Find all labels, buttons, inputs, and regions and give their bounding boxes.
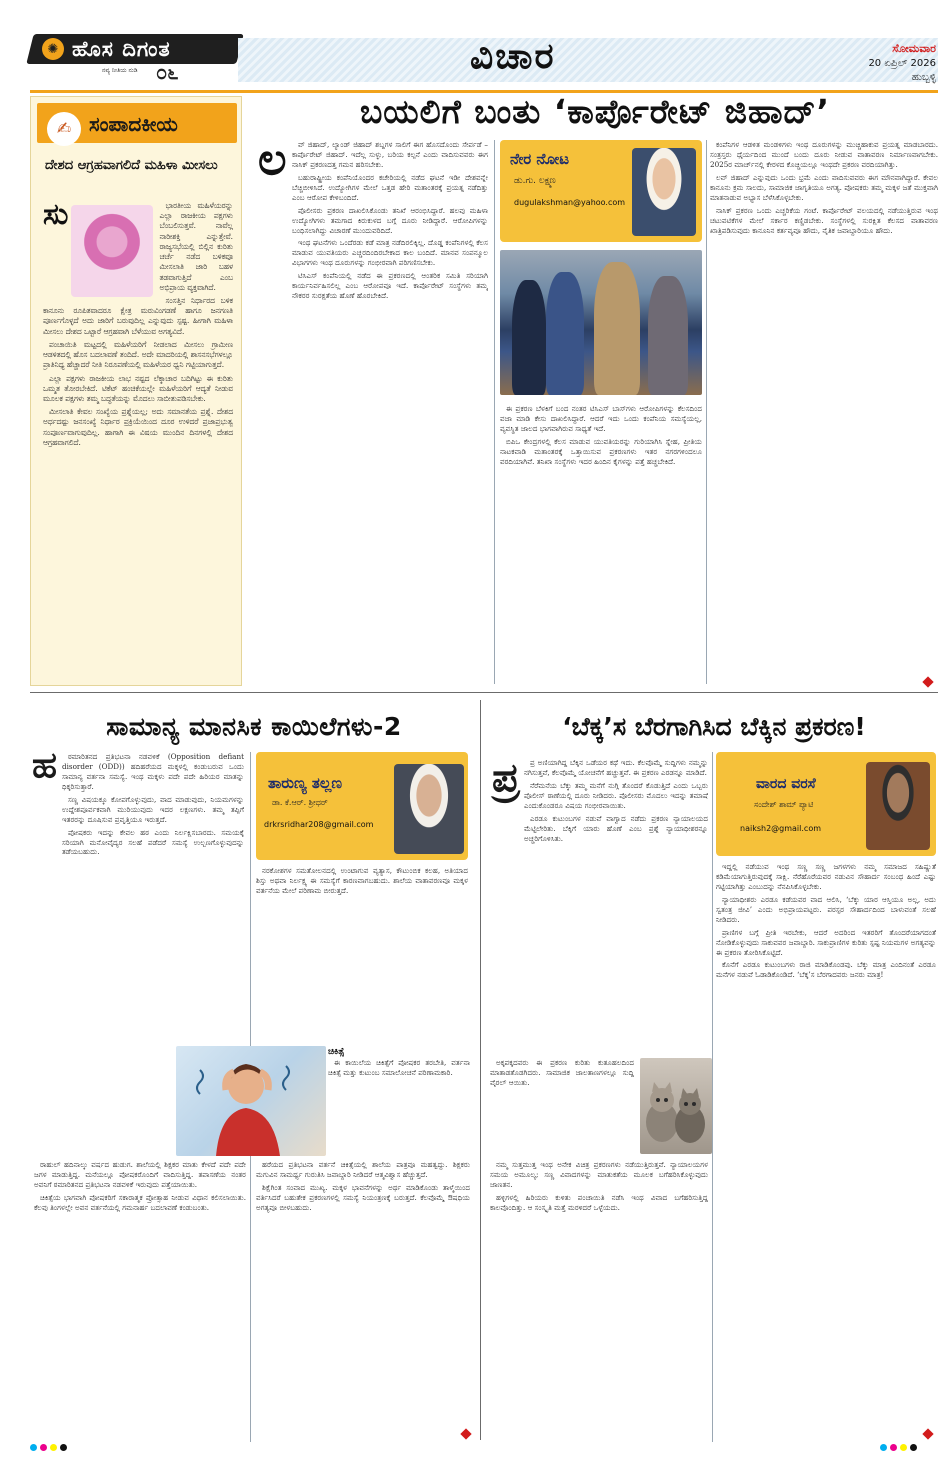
yellow-dot (50, 1444, 57, 1451)
article-3-paragraph: ನಮ್ಮ ಸುತ್ತಮುತ್ತ ಇಂಥ ಅನೇಕ ವಿಚಿತ್ರ ಪ್ರಕರಣಗಳು ನಡೆಯುತ್ತಿರುತ್ತವೆ. ನ್ಯಾಯಾಲಯಗಳ ಸಮಯ ಅಮೂಲ್ಯ; ಸಣ್ಣ ವಿವಾದಗಳನ್ನು ಮಾತುಕತೆಯ ಮೂಲಕ ಬಗೆಹರಿಸಿಕೊಳ್ಳುವುದು ಜಾಣತನ. (490, 1160, 708, 1189)
article-3-byline-card (716, 752, 936, 856)
photo-figure (512, 280, 546, 395)
article-2-paragraph: ಚಿಕಿತ್ಸೆಯ ಭಾಗವಾಗಿ ಪೋಷಕರಿಗೆ ಸಕಾರಾತ್ಮಕ ಪ್ರೋತ್ಸಾಹ ನೀಡುವ ವಿಧಾನ ಕಲಿಸಲಾಯಿತು. ಕೆಲವು ತಿಂಗಳಲ್ಲೇ ಅವನ ವರ್ತನೆಯಲ್ಲಿ ಗಮನಾರ್ಹ ಬದಲಾವಣೆ ಕಂಡುಬಂತು. (34, 1192, 246, 1212)
article-1-paragraph: ಪೊಲೀಸರು ಪ್ರಕರಣ ದಾಖಲಿಸಿಕೊಂಡು ತನಿಖೆ ಆರಂಭಿಸಿದ್ದಾರೆ. ಹಲವು ಮಹಿಳಾ ಉದ್ಯೋಗಿಗಳು ತಮಗಾದ ಕಿರುಕುಳದ ಬಗ್ಗೆ ದೂರು ನೀಡಿದ್ದಾರೆ. ಆರೋಪಿಗಳನ್ನು ಬಂಧಿಸಲಾಗಿದ್ದು ವಿಚಾರಣೆ ಮುಂದುವರಿದಿದೆ. (292, 205, 488, 235)
treatment-note-text: ಈ ಕಾಯಿಲೆಯ ಚಿಕಿತ್ಸೆಗೆ ಪೋಷಕರ ತರಬೇತಿ, ವರ್ತನಾ ಚಿಕಿತ್ಸೆ ಮತ್ತು ಕುಟುಂಬ ಸಮಾಲೋಚನೆ ಪರಿಣಾಮಕಾರಿ. (328, 1058, 470, 1078)
article-1-paragraph: ಟಿಸಿಎಸ್ ಕಂಪೆನಿಯಲ್ಲಿ ನಡೆದ ಈ ಪ್ರಕರಣದಲ್ಲಿ ಆಂತರಿಕ ಸಮಿತಿ ಸರಿಯಾಗಿ ಕಾರ್ಯನಿರ್ವಹಿಸಲಿಲ್ಲ ಎಂಬ ಆರೋಪವೂ ಇದೆ. ಕಾರ್ಪೊರೇಟ್ ಸಂಸ್ಥೆಗಳು ತಮ್ಮ ನೌಕರರ ಸುರಕ್ಷತೆಯ ಹೊಣೆ ಹೊರಬೇಕಿದೆ. (292, 271, 488, 301)
yellow-dot (900, 1444, 907, 1451)
article-2-lower-column-2 (256, 1160, 470, 1450)
cyan-dot (30, 1444, 37, 1451)
page-divider (480, 700, 481, 1440)
logo-emblem-icon: ✺ (42, 38, 64, 60)
stressed-teen-illustration (176, 1046, 326, 1156)
editorial-paragraph: ಮೀಸಲಾತಿ ಕೇವಲ ಸಂಖ್ಯೆಯ ಪ್ರಶ್ನೆಯಲ್ಲ; ಅದು ಸಮಾನತೆಯ ಪ್ರಶ್ನೆ. ದೇಶದ ಅರ್ಧದಷ್ಟು ಜನಸಂಖ್ಯೆ ನಿರ್ಧಾರ ಪ್ರಕ್ರಿಯೆಯಿಂದ ದೂರ ಉಳಿದರೆ ಪ್ರಜಾಪ್ರಭುತ್ವ ಸಂಪೂರ್ಣವಾಗುವುದಿಲ್ಲ. ಹಾಗಾಗಿ ಈ ವಿಷಯ ಮುಂದಿನ ದಿನಗಳಲ್ಲಿ ದೇಶದ ಆಗ್ರಹವಾಗಲಿದೆ. (43, 407, 233, 447)
article-3-lower-column (490, 1160, 708, 1442)
author-name: ಸಂದೇಶ್ ಶಾಮ್ ಪ್ಯಾಟಿ (754, 800, 814, 809)
article-2-byline-card (256, 752, 468, 860)
article-2-paragraph: ಠಮಾರಿತನದ ಪ್ರತಿಭಟನಾ ನಡವಳಿಕೆ (Opposition defiant disorder (ODD)) ಹದಿಹರೆಯದ ಮಕ್ಕಳಲ್ಲಿ ಕಂಡುಬರುವ ಒಂದು ಸಾಮಾನ್ಯ ವರ್ತನಾ ಸಮಸ್ಯೆ. ಇಂಥ ಮಕ್ಕಳು ಪದೇ ಪದೇ ಹಿರಿಯರ ಮಾತನ್ನು ಧಿಕ್ಕರಿಸುತ್ತಾರೆ. (62, 752, 244, 791)
article-2-dropcap: ಹ (32, 745, 57, 786)
article-3-paragraph: ಎರಡೂ ಕುಟುಂಬಗಳ ನಡುವೆ ವಾಗ್ವಾದ ನಡೆದು ಪ್ರಕರಣ ನ್ಯಾಯಾಲಯದ ಮೆಟ್ಟಿಲೇರಿತು. ಬೆಕ್ಕಿಗೆ ಯಾರು ಹೊಣೆ ಎಂಬ ಪ್ರಶ್ನೆ ನ್ಯಾಯಾಧೀಶರನ್ನೂ ಅಚ್ಚರಿಗೊಳಿಸಿತು. (524, 813, 708, 843)
dateline (808, 42, 936, 83)
author-name: ಡಾ. ಕೆ.ಆರ್. ಶ್ರೀಧರ್ (272, 798, 328, 807)
article-1-dropcap: ಲ (258, 134, 287, 185)
photo-figure (546, 272, 584, 395)
article-1-paragraph: ಈ ಪ್ರಕರಣ ಬೆಳಕಿಗೆ ಬಂದ ನಂತರ ಟಿಸಿಎಸ್ ಬಾಸ್‌ಗಳು ಆರೋಪಿಗಳನ್ನು ಕೆಲಸದಿಂದ ವಜಾ ಮಾಡಿ ಕೇಸು ದಾಖಲಿಸಿದ್ದಾರೆ. ಆದರೆ ಇದು ಒಂದು ಕಂಪೆನಿಯ ಸಮಸ್ಯೆಯಲ್ಲ, ವ್ಯವಸ್ಥಿತ ಜಾಲದ ಭಾಗವಾಗಿರುವ ಸಾಧ್ಯತೆ ಇದೆ. (500, 404, 702, 433)
article-2-paragraph: ಸಣ್ಣ ವಿಷಯಕ್ಕೂ ಕೋಪಗೊಳ್ಳುವುದು, ವಾದ ಮಾಡುವುದು, ನಿಯಮಗಳನ್ನು ಉದ್ದೇಶಪೂರ್ವಕವಾಗಿ ಮುರಿಯುವುದು ಇದರ ಲಕ್ಷಣಗಳು. ತಮ್ಮ ತಪ್ಪಿಗೆ ಇತರರನ್ನು ದೂಷಿಸುವ ಪ್ರವೃತ್ತಿಯೂ ಇರುತ್ತದೆ. (62, 794, 244, 824)
article-3-paragraph: ಇದ್ದಲ್ಲಿ ನಡೆಯುವ ಇಂಥ ಸಣ್ಣ ಸಣ್ಣ ಜಗಳಗಳು ನಮ್ಮ ಸಮಾಜದ ಸಹಿಷ್ಣುತೆ ಕಡಿಮೆಯಾಗುತ್ತಿರುವುದಕ್ಕೆ ಸಾಕ್ಷಿ. ನೆರೆಹೊರೆಯವರ ನಡುವಿನ ಸೌಹಾರ್ದ ಸಂಬಂಧ ಹಿಂದೆ ಎಷ್ಟು ಗಟ್ಟಿಯಾಗಿತ್ತು ಎಂಬುದನ್ನು ನೆನಪಿಸಿಕೊಳ್ಳಬೇಕು. (716, 862, 936, 891)
editorial-emblem-icon: ✍ (47, 112, 81, 146)
magenta-dot (890, 1444, 897, 1451)
woman-silhouette-illustration (71, 205, 153, 297)
editorial-dropcap: ಸು (43, 201, 69, 232)
black-dot (60, 1444, 67, 1451)
article-3-column-1b (490, 1058, 634, 1158)
kittens-photo (640, 1058, 712, 1154)
article-1-paragraph: ಲವ್ ಜಿಹಾದ್ ಎನ್ನುವುದು ಒಂದು ಭ್ರಮೆ ಎಂದು ವಾದಿಸುವವರು ಈಗ ಮೌನವಾಗಿದ್ದಾರೆ. ಕೇವಲ ಕಾನೂನು ಕ್ರಮ ಸಾಲದು, ಸಾಮಾಜಿಕ ಜಾಗೃತಿಯೂ ಅಗತ್ಯ. ಪೋಷಕರು ತಮ್ಮ ಮಕ್ಕಳ ಜತೆ ಮುಕ್ತವಾಗಿ ಮಾತನಾಡುವ ಅಭ್ಯಾಸ ಬೆಳೆಸಿಕೊಳ್ಳಬೇಕು. (710, 172, 938, 202)
kittens-icon (640, 1058, 712, 1154)
article-1-column-2 (500, 404, 702, 684)
editorial-paragraph: ಭಾರತೀಯ ಮಹಿಳೆಯರನ್ನು ಎಲ್ಲಾ ರಾಜಕೀಯ ಪಕ್ಷಗಳು ಬೆಂಬಲಿಸುತ್ತವೆ. ನಾವೆಲ್ಲ ನಾರೀಶಕ್ತಿ ಎನ್ನುತ್ತೇವೆ. ರಾಜ್ಯಸಭೆಯಲ್ಲಿ ಬಿಲ್ಲಿನ ಕುರಿತು ಚರ್ಚೆ ನಡೆದ ಬಳಿಕವೂ ಮೀಸಲಾತಿ ಜಾರಿ ಬಹಳ ತಡವಾಗುತ್ತಿದೆ ಎಂಬ ಅಭಿಪ್ರಾಯ ವ್ಯಕ್ತವಾಗಿದೆ. (159, 201, 233, 292)
logo-text: ಹೊಸ ದಿಗಂತ (72, 37, 171, 61)
cyan-dot (880, 1444, 887, 1451)
arrest-news-photo (500, 250, 702, 395)
page-number: ೦೬ (156, 60, 179, 84)
author-email[interactable]: drkrsridhar208@gmail.com (264, 820, 374, 829)
article-1-paragraph: ಬಿಪಿಒ ಕೇಂದ್ರಗಳಲ್ಲಿ ಕೆಲಸ ಮಾಡುವ ಯುವತಿಯರನ್ನು ಗುರಿಯಾಗಿಸಿ ಸ್ನೇಹ, ಪ್ರೀತಿಯ ನಾಟಕವಾಡಿ ಮತಾಂತರಕ್ಕೆ ಒತ್ತಾಯಿಸುವ ಪ್ರಕರಣಗಳು ಇತರ ನಗರಗಳಿಂದಲೂ ವರದಿಯಾಗಿವೆ. ತನಿಖಾ ಸಂಸ್ಥೆಗಳು ಇದರ ಹಿಂದಿನ ಕೈಗಳನ್ನು ಪತ್ತೆ ಹಚ್ಚಬೇಕಿದೆ. (500, 436, 702, 466)
article-2-headline[interactable]: ಸಾಮಾನ್ಯ ಮಾನಸಿಕ ಕಾಯಿಲೆಗಳು-2 (106, 712, 402, 741)
article-3-column-2 (716, 862, 936, 1442)
article-1-paragraph: ಬಹುರಾಷ್ಟ್ರೀಯ ಕಂಪೆನಿಯೊಂದರ ಕಚೇರಿಯಲ್ಲಿ ನಡೆದ ಘಟನೆ ಇಡೀ ದೇಶವನ್ನೇ ಬೆಚ್ಚಿಬೀಳಿಸಿದೆ. ಉದ್ಯೋಗಿಗಳ ಮೇಲೆ ಒತ್ತಡ ಹೇರಿ ಮತಾಂತರಕ್ಕೆ ಪ್ರಯತ್ನ ನಡೆದಿತ್ತು ಎಂಬ ಆರೋಪ ಕೇಳಿಬಂದಿದೆ. (292, 172, 488, 202)
edition-city: ಹುಬ್ಬಳ್ಳಿ (911, 72, 936, 83)
article-1-byline-card (500, 140, 702, 242)
newspaper-logo[interactable] (30, 30, 240, 88)
treatment-note-heading: ಚಿಕಿತ್ಸೆ (328, 1047, 345, 1057)
column-rule (494, 140, 495, 684)
article-3-paragraph: ಪ್ರ ಅಣಿಯಾಗಿದ್ದ ಬೆಕ್ಕಿನ ಒಡೆಯರ ಕಥೆ ಇದು. ಕೆಲವೊಮ್ಮೆ ಸುದ್ದಿಗಳು ನಮ್ಮನ್ನು ನಗಿಸುತ್ತವೆ, ಕೆಲವೊಮ್ಮೆ ಯೋಚನೆಗೆ ಹಚ್ಚುತ್ತವೆ. ಈ ಪ್ರಕರಣ ಎರಡನ್ನೂ ಮಾಡಿದೆ. (524, 758, 708, 777)
article-3-paragraph: ಕೊನೆಗೆ ಎರಡೂ ಕುಟುಂಬಗಳು ರಾಜಿ ಮಾಡಿಕೊಂಡವು. ಬೆಕ್ಕು ಮಾತ್ರ ಎಂದಿನಂತೆ ಎರಡೂ ಮನೆಗಳ ನಡುವೆ ಓಡಾಡಿಕೊಂಡಿದೆ. ‘ಬೆಕ್ಕ’ಸ ಬೆರಗಾದವರು ಜನರು ಮಾತ್ರ! (716, 960, 936, 980)
article-1-paragraph: ಕಂಪೆನಿಗಳ ಆಡಳಿತ ಮಂಡಳಿಗಳು ಇಂಥ ದೂರುಗಳನ್ನು ಮುಚ್ಚಿಹಾಕುವ ಪ್ರಯತ್ನ ಮಾಡಬಾರದು. ಸಂತ್ರಸ್ತರು ಧೈರ್ಯದಿಂದ ಮುಂದೆ ಬಂದು ದೂರು ನೀಡುವ ವಾತಾವರಣ ನಿರ್ಮಾಣವಾಗಬೇಕು. 2025ರ ಮಾರ್ಚ್‌ನಲ್ಲಿ ಕೇರಳದ ಕೊಚ್ಚಿಯಲ್ಲೂ ಇಂಥದೇ ಪ್ರಕರಣ ವರದಿಯಾಗಿತ್ತು. (710, 140, 938, 169)
logo-tagline: ನವ್ಯ ನೀತಿಯ ನುಡಿ (102, 67, 138, 74)
author-photo (866, 762, 930, 850)
masthead (0, 0, 945, 92)
column-label: ತಾರುಣ್ಯ ತಲ್ಲಣ (268, 774, 342, 792)
article-1-paragraph: ಇಂಥ ಘಟನೆಗಳು ಒಂದೆರಡು ಕಡೆ ಮಾತ್ರ ನಡೆದಿರಲಿಕ್ಕಿಲ್ಲ. ದೊಡ್ಡ ಕಂಪೆನಿಗಳಲ್ಲಿ ಕೆಲಸ ಮಾಡುವ ಯುವತಿಯರು ಎಚ್ಚರದಿಂದಿರಬೇಕಾದ ಕಾಲ ಬಂದಿದೆ. ಮಾನವ ಸಂಪನ್ಮೂಲ ವಿಭಾಗಗಳು ಇಂಥ ದೂರುಗಳನ್ನು ಗಂಭೀರವಾಗಿ ಪರಿಗಣಿಸಬೇಕು. (292, 238, 488, 268)
print-registration-marks (880, 1444, 917, 1451)
article-1-column-1 (292, 140, 488, 684)
article-3-paragraph: ನ್ಯಾಯಾಧೀಶರು ಎರಡೂ ಕಡೆಯವರ ವಾದ ಆಲಿಸಿ, ‘ಬೆಕ್ಕು ಯಾರ ಆಸ್ತಿಯೂ ಅಲ್ಲ, ಅದು ಸ್ವತಂತ್ರ ಜೀವಿ’ ಎಂದು ಅಭಿಪ್ರಾಯಪಟ್ಟರು. ಪರಸ್ಪರ ಸೌಹಾರ್ದದಿಂದ ಬಾಳುವಂತೆ ಸಲಹೆ ನೀಡಿದರು. (716, 894, 936, 924)
photo-figure (594, 262, 640, 395)
article-1-paragraph: ನಾಸಿಕ್ ಪ್ರಕರಣ ಒಂದು ಎಚ್ಚರಿಕೆಯ ಗಂಟೆ. ಕಾರ್ಪೊರೇಟ್ ವಲಯದಲ್ಲಿ ನಡೆಯುತ್ತಿರುವ ಇಂಥ ಚಟುವಟಿಕೆಗಳ ಮೇಲೆ ಸರ್ಕಾರ ಕಣ್ಣಿಡಬೇಕು. ಸಂಸ್ಥೆಗಳಲ್ಲಿ ಸುರಕ್ಷಿತ ಕೆಲಸದ ವಾತಾವರಣ ಖಾತ್ರಿಪಡಿಸುವುದು ಕಾನೂನಿನ ಕರ್ತವ್ಯವೂ ಹೌದು, ನೈತಿಕ ಜವಾಬ್ದಾರಿಯೂ ಹೌದು. (710, 205, 938, 235)
editorial-body (43, 201, 233, 673)
article-3-paragraph: ಹಳ್ಳಿಗಳಲ್ಲಿ ಹಿರಿಯರು ಕುಳಿತು ಪಂಚಾಯಿತಿ ನಡೆಸಿ ಇಂಥ ವಿವಾದ ಬಗೆಹರಿಸುತ್ತಿದ್ದ ಕಾಲವೊಂದಿತ್ತು. ಆ ಸಂಸ್ಕೃತಿ ಮತ್ತೆ ಮರಳಿದರೆ ಒಳ್ಳೆಯದು. (490, 1192, 708, 1212)
author-email[interactable]: dugulakshman@yahoo.com (514, 198, 626, 207)
article-3-headline[interactable]: ‘ಬೆಕ್ಕ’ಸ ಬೆರಗಾಗಿಸಿದ ಬೆಕ್ಕಿನ ಪ್ರಕರಣ! (562, 712, 866, 741)
column-label: ನೇರ ನೋಟ (510, 150, 570, 168)
author-email[interactable]: naiksh2@gmail.com (740, 824, 822, 833)
article-3-paragraph: ನೆರೆಮನೆಯ ಬೆಕ್ಕು ತಮ್ಮ ಮನೆಗೆ ನುಗ್ಗಿ ತೊಂದರೆ ಕೊಡುತ್ತಿದೆ ಎಂದು ಒಬ್ಬರು ಪೊಲೀಸ್ ಠಾಣೆಯಲ್ಲಿ ದೂರು ನೀಡಿದರು. ಪೊಲೀಸರು ಮೊದಲು ಇದನ್ನು ತಮಾಷೆ ಎಂದುಕೊಂಡರೂ ವಿಷಯ ಗಂಭೀರವಾಯಿತು. (524, 780, 708, 810)
article-1-paragraph: ವ್ ಜಿಹಾದ್, ಲ್ಯಾಂಡ್ ಜಿಹಾದ್ ಶಬ್ದಗಳ ಸಾಲಿಗೆ ಈಗ ಹೊಸದೊಂದು ಸೇರ್ಪಡೆ – ಕಾರ್ಪೊರೇಟ್ ಜಿಹಾದ್. ಇದೆಲ್ಲ ಸುಳ್ಳು, ಬರಿಯ ಕಲ್ಪನೆ ಎಂದು ವಾದಿಸುವವರು ಈಗ ನಾಸಿಕ್ ಪ್ರಕರಣದತ್ತ ಗಮನ ಹರಿಸಬೇಕು. (292, 140, 488, 169)
article-3-column-1 (524, 758, 708, 1058)
article-2-paragraph: ಹರೆಯದ ಪ್ರತಿಭಟನಾ ವರ್ತನೆ ಚಿಕಿತ್ಸೆಯಲ್ಲಿ ಶಾಲೆಯ ಪಾತ್ರವೂ ಮಹತ್ವದ್ದು. ಶಿಕ್ಷಕರು ಮಗುವಿನ ಸಾಮರ್ಥ್ಯ ಗುರುತಿಸಿ ಜವಾಬ್ದಾರಿ ನೀಡಿದರೆ ಆತ್ಮವಿಶ್ವಾಸ ಹೆಚ್ಚುತ್ತದೆ. (256, 1160, 470, 1179)
article-1-headline[interactable]: ಬಯಲಿಗೆ ಬಂತು ‘ಕಾರ್ಪೊರೇಟ್ ಜಿಹಾದ್’ (359, 92, 831, 131)
editorial-label: ಸಂಪಾದಕೀಯ (89, 112, 178, 136)
article-2-paragraph: ಪೋಷಕರು ಇದನ್ನು ಕೇವಲ ಹಠ ಎಂದು ನಿರ್ಲಕ್ಷಿಸಬಾರದು. ಸಮಯಕ್ಕೆ ಸರಿಯಾಗಿ ಮನೋವೈದ್ಯರ ಸಲಹೆ ಪಡೆದರೆ ಸಮಸ್ಯೆ ಉಲ್ಬಣಗೊಳ್ಳುವುದನ್ನು ತಡೆಯಬಹುದು. (62, 827, 244, 857)
date: 20 ಏಪ್ರಿಲ್ 2026 (868, 58, 936, 69)
article-2-lower-column-1 (34, 1160, 246, 1450)
article-2-paragraph: ರಾಹುಲ್ ಹದಿನಾಲ್ಕು ವರ್ಷದ ಹುಡುಗ. ಶಾಲೆಯಲ್ಲಿ ಶಿಕ್ಷಕರ ಮಾತು ಕೇಳದೆ ಪದೇ ಪದೇ ಜಗಳ ಮಾಡುತ್ತಿದ್ದ. ಮನೆಯಲ್ಲೂ ಪೋಷಕರೊಂದಿಗೆ ವಾದಿಸುತ್ತಿದ್ದ. ತಪಾಸಣೆಯ ನಂತರ ಅವನಿಗೆ ಠಮಾರಿತನದ ಪ್ರತಿಭಟನಾ ನಡವಳಿಕೆ ಇರುವುದು ಪತ್ತೆಯಾಯಿತು. (34, 1160, 246, 1189)
photo-figure (648, 276, 688, 395)
section-title: ವಿಚಾರ (470, 36, 556, 77)
section-divider (30, 692, 938, 693)
editorial-paragraph: ಸಂಸತ್ತಿನ ನಿರ್ಧಾರದ ಬಳಿಕ ಕಾನೂನು ರೂಪಿತವಾದರೂ ಕ್ಷೇತ್ರ ಮರುವಿಂಗಡಣೆ ಹಾಗೂ ಜನಗಣತಿ ಪೂರ್ಣಗೊಳ್ಳದೆ ಅದು ಜಾರಿಗೆ ಬರುವುದಿಲ್ಲ ಎನ್ನುವುದು ಸ್ಪಷ್ಟ. ಹೀಗಾಗಿ ಮಹಿಳಾ ಮೀಸಲು ದೇಶದ ಒಟ್ಟಾರೆ ಆಗ್ರಹವಾಗಿ ಬೆಳೆಯುವ ಅಗತ್ಯವಿದೆ. (43, 295, 233, 336)
article-2-paragraph: ನರಕೋಶಗಳ ಸಮತೋಲನದಲ್ಲಿ ಉಂಟಾಗುವ ವ್ಯತ್ಯಾಸ, ಕೌಟುಂಬಿಕ ಕಲಹ, ಅತಿಯಾದ ಶಿಸ್ತು ಅಥವಾ ನಿರ್ಲಕ್ಷ್ಯ ಈ ಸಮಸ್ಯೆಗೆ ಕಾರಣವಾಗಬಹುದು. ಶಾಲೆಯ ವಾತಾವರಣವೂ ಮಕ್ಕಳ ವರ್ತನೆಯ ಮೇಲೆ ಪರಿಣಾಮ ಬೀರುತ್ತದೆ. (256, 866, 468, 895)
author-name: ಡು.ಗು. ಲಕ್ಷ್ಮಣ (514, 176, 556, 186)
column-label: ವಾರದ ವರಸೆ (756, 776, 816, 792)
editorial-box (30, 96, 242, 686)
teen-figure-icon (176, 1046, 326, 1156)
print-registration-marks (30, 1444, 67, 1451)
black-dot (910, 1444, 917, 1451)
treatment-note (328, 1046, 470, 1156)
article-1-column-3 (710, 140, 938, 684)
editorial-band (37, 103, 237, 143)
magenta-dot (40, 1444, 47, 1451)
day-name: ಸೋಮವಾರ (892, 42, 936, 55)
editorial-headline[interactable]: ದೇಶದ ಆಗ್ರಹವಾಗಲಿದೆ ಮಹಿಳಾ ಮೀಸಲು (45, 158, 218, 173)
column-rule (706, 140, 707, 684)
article-2-paragraph: ಶಿಕ್ಷೆಗಿಂತ ಸಂವಾದ ಮುಖ್ಯ. ಮಕ್ಕಳ ಭಾವನೆಗಳನ್ನು ಅರ್ಥ ಮಾಡಿಕೊಂಡು ತಾಳ್ಮೆಯಿಂದ ವರ್ತಿಸಿದರೆ ಬಹುತೇಕ ಪ್ರಕರಣಗಳಲ್ಲಿ ಸಮಸ್ಯೆ ನಿಯಂತ್ರಣಕ್ಕೆ ಬರುತ್ತದೆ. ಕೆಲವೊಮ್ಮೆ ಔಷಧಿಯ ಅಗತ್ಯವೂ ಬೀಳಬಹುದು. (256, 1182, 470, 1212)
article-3-dropcap: ಪ್ರ (492, 755, 520, 801)
author-photo (632, 148, 696, 236)
author-photo (394, 764, 464, 854)
editorial-paragraph: ಪಂಚಾಯಿತಿ ಮಟ್ಟದಲ್ಲಿ ಮಹಿಳೆಯರಿಗೆ ನೀಡಲಾದ ಮೀಸಲು ಗ್ರಾಮೀಣ ಆಡಳಿತದಲ್ಲಿ ಹೊಸ ಬದಲಾವಣೆ ತಂದಿದೆ. ಅದೇ ಮಾದರಿಯಲ್ಲಿ ಶಾಸನಸಭೆಗಳಲ್ಲೂ ಪ್ರಾತಿನಿಧ್ಯ ಹೆಚ್ಚಾದರೆ ನೀತಿ ನಿರೂಪಣೆಯಲ್ಲಿ ಮಹಿಳೆಯರ ಧ್ವನಿ ಗಟ್ಟಿಯಾಗುತ್ತದೆ. (43, 339, 233, 370)
column-rule (712, 752, 713, 1442)
article-2-column-2 (256, 866, 468, 1046)
article-3-paragraph: ಅಕ್ಕಪಕ್ಕದವರು ಈ ಪ್ರಕರಣ ಕುರಿತು ಕುತೂಹಲದಿಂದ ಮಾತಾಡತೊಡಗಿದರು. ಸಾಮಾಜಿಕ ಜಾಲತಾಣಗಳಲ್ಲೂ ಸುದ್ದಿ ವೈರಲ್ ಆಯಿತು. (490, 1058, 634, 1087)
article-3-paragraph: ಪ್ರಾಣಿಗಳ ಬಗ್ಗೆ ಪ್ರೀತಿ ಇರಬೇಕು, ಆದರೆ ಅದರಿಂದ ಇತರರಿಗೆ ತೊಂದರೆಯಾಗದಂತೆ ನೋಡಿಕೊಳ್ಳುವುದು ಸಾಕುವವರ ಜವಾಬ್ದಾರಿ. ಸಾಕುಪ್ರಾಣಿಗಳ ಕುರಿತು ಸ್ಪಷ್ಟ ನಿಯಮಗಳ ಅಗತ್ಯವನ್ನು ಈ ಪ್ರಕರಣ ತೋರಿಸಿಕೊಟ್ಟಿದೆ. (716, 927, 936, 957)
editorial-paragraph: ಎಲ್ಲಾ ಪಕ್ಷಗಳು ರಾಜಕೀಯ ಲಾಭ ನಷ್ಟದ ಲೆಕ್ಕಾಚಾರ ಬದಿಗಿಟ್ಟು ಈ ಕುರಿತು ಒಮ್ಮತ ತೋರಬೇಕಿದೆ. ಟಿಕೆಟ್ ಹಂಚಿಕೆಯಲ್ಲೇ ಮಹಿಳೆಯರಿಗೆ ಆದ್ಯತೆ ನೀಡುವ ಮೂಲಕ ಪಕ್ಷಗಳು ತಮ್ಮ ಬದ್ಧತೆಯನ್ನು ಮೊದಲು ಸಾಬೀತುಪಡಿಸಬೇಕು. (43, 373, 233, 403)
